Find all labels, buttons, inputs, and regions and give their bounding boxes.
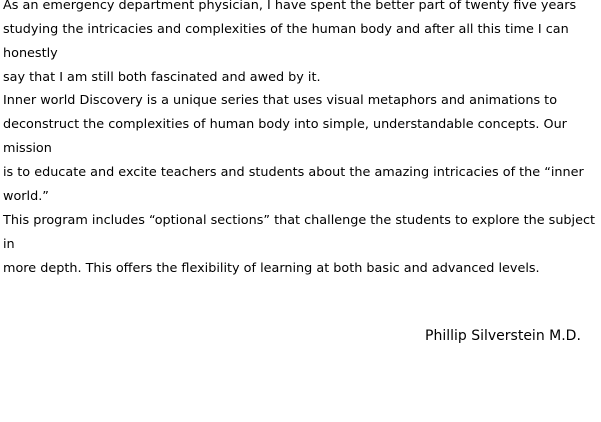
intro-paragraph: As an emergency department physician, I have spent the better part of twenty five years studying the intricacies and complexities of the human body and after all this time I can honestly say that I am still both fascinated and awed by it. — [3, 0, 577, 85]
author-signature: Phillip Silverstein M.D. — [425, 328, 581, 344]
optional-sections-paragraph: This program includes “optional sections” that challenge the students to explore the subject in more depth. This offers the flexibility of learning at both basic and advanced levels. — [3, 213, 596, 276]
series-description-paragraph: Inner world Discovery is a unique series that uses visual metaphors and animations to deconstruct the complexities of human body into simple, understandable concepts. Our mission is to educate and excite teachers and students about the amazing intricacies of the “inner world.” — [3, 93, 584, 204]
